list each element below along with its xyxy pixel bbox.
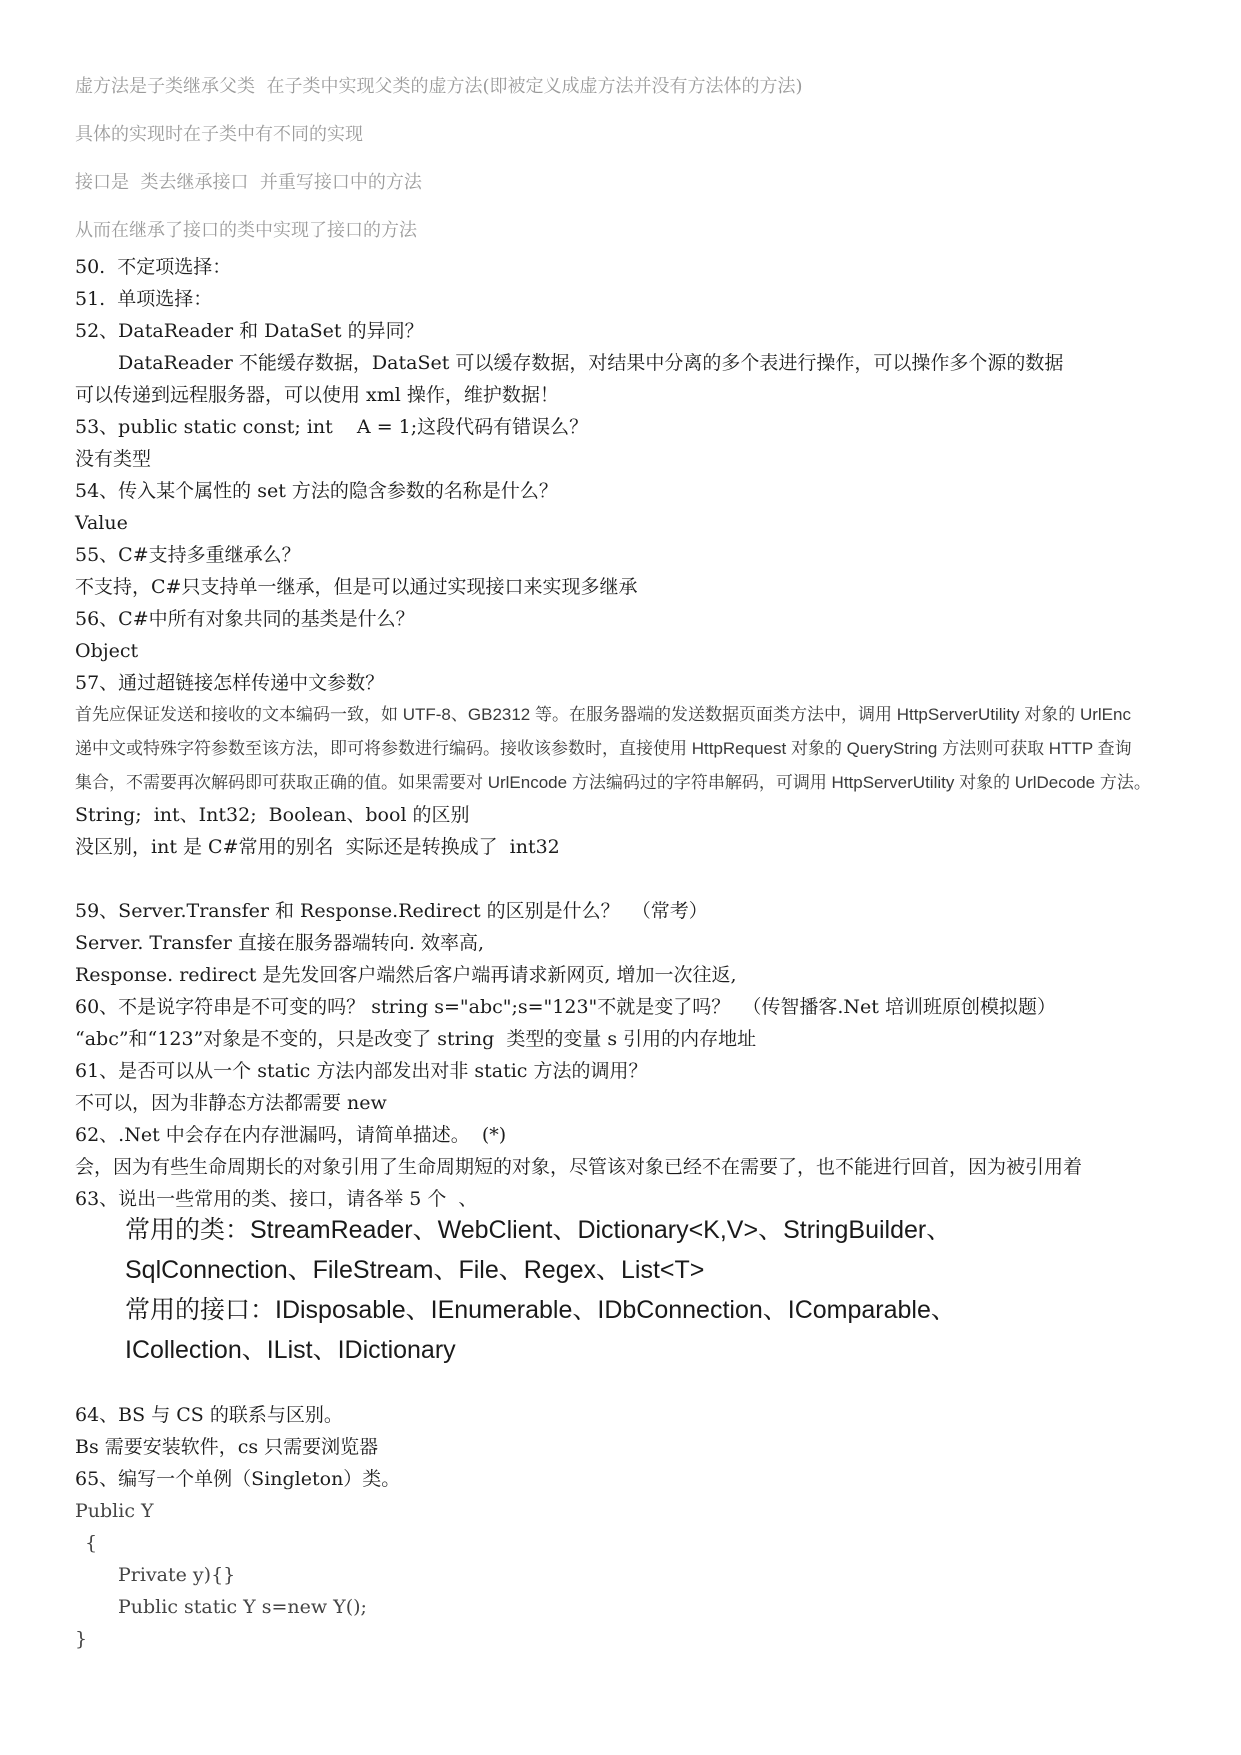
answer-text: 可以传递到远程服务器，可以使用 xml 操作，维护数据！ [75, 384, 559, 406]
question-heading: 60、不是说字符串是不可变的吗？ string s="abc";s="123"不就是变了吗？ （传智播客.Net 培训班原创模拟题） [75, 996, 1056, 1018]
text-line: 具体的实现时在子类中有不同的实现 [75, 124, 363, 145]
question-heading: 59、Server.Transfer 和 Response.Redirect 的区别是什么？ （常考） [75, 900, 708, 922]
answer-text: 没有类型 [75, 448, 152, 470]
answer-text: DataReader 不能缓存数据，DataSet 可以缓存数据，对结果中分离的多个表进行操作，可以操作多个源的数据 [118, 352, 1064, 374]
question-heading: 63、说出一些常用的类、接口，请各举 5 个 、 [75, 1188, 478, 1210]
text-line: 50. 不定项选择： [75, 256, 232, 278]
question-heading: 55、C#支持多重继承么？ [75, 544, 301, 566]
answer-text: Server. Transfer 直接在服务器端转向. 效率高, [75, 932, 484, 954]
answer-text: 没区别，int 是 C#常用的别名 实际还是转换成了 int32 [75, 836, 560, 858]
interfaces-line: ICollection、IList、IDictionary [125, 1336, 456, 1364]
classes-line: 常用的类：StreamReader、WebClient、Dictionary<K,V>、StringBuilder、 [125, 1216, 952, 1244]
code-line: } [75, 1628, 88, 1650]
answer-text: “abc”和“123”对象是不变的，只是改变了 string 类型的变量 s 引用的内存地址 [75, 1028, 757, 1050]
question-heading: 61、是否可以从一个 static 方法内部发出对非 static 方法的调用？ [75, 1060, 648, 1082]
answer-text: 递中文或特殊字符参数至该方法，即可将参数进行编码。接收该参数时，直接使用 HttpRequest 对象的 QueryString 方法则可获取 HTTP 查询 [75, 739, 1132, 758]
question-heading: 62、.Net 中会存在内存泄漏吗，请简单描述。 (*) [75, 1124, 507, 1146]
question-heading: 52、DataReader 和 DataSet 的异同？ [75, 320, 424, 342]
question-heading: 56、C#中所有对象共同的基类是什么？ [75, 608, 415, 630]
interfaces-line: 常用的接口：IDisposable、IEnumerable、IDbConnection、IComparable、 [125, 1296, 956, 1324]
question-heading: 64、BS 与 CS 的联系与区别。 [75, 1404, 343, 1426]
text-line: 接口是 类去继承接口 并重写接口中的方法 [75, 172, 422, 193]
answer-text: 不可以，因为非静态方法都需要 new [75, 1092, 387, 1114]
answer-text: 集合，不需要再次解码即可获取正确的值。如果需要对 UrlEncode 方法编码过的字符串解码，可调用 HttpServerUtility 对象的 UrlDecode 方法。 [75, 773, 1151, 792]
answer-text: 会，因为有些生命周期长的对象引用了生命周期短的对象，尽管该对象已经不在需要了，也不能进行回首，因为被引用着 [75, 1156, 1083, 1178]
classes-line: SqlConnection、FileStream、File、Regex、List<T> [125, 1256, 705, 1284]
code-line: Public Y [75, 1500, 154, 1522]
answer-text: Response. redirect 是先发回客户端然后客户端再请求新网页, 增加一次往返, [75, 964, 737, 986]
question-heading: String; int、Int32; Boolean、bool 的区别 [75, 804, 470, 826]
answer-text: Bs 需要安装软件，cs 只需要浏览器 [75, 1436, 379, 1458]
code-line: { [85, 1532, 98, 1554]
question-heading: 65、编写一个单例（Singleton）类。 [75, 1468, 401, 1490]
question-heading: 53、public static const; int A = 1;这段代码有错误么？ [75, 416, 589, 438]
text-line: 51. 单项选择： [75, 288, 213, 310]
answer-text: Object [75, 640, 139, 662]
question-heading: 57、通过超链接怎样传递中文参数？ [75, 672, 385, 694]
answer-text: 首先应保证发送和接收的文本编码一致，如 UTF-8、GB2312 等。在服务器端的发送数据页面类方法中，调用 HttpServerUtility 对象的 UrlEnc [75, 705, 1131, 724]
text-line: 虚方法是子类继承父类 在子类中实现父类的虚方法(即被定义成虚方法并没有方法体的方法) [75, 76, 803, 97]
code-line: Public static Y s=new Y(); [118, 1596, 367, 1618]
answer-text: Value [75, 512, 128, 534]
answer-text: 不支持，C#只支持单一继承，但是可以通过实现接口来实现多继承 [75, 576, 638, 598]
question-heading: 54、传入某个属性的 set 方法的隐含参数的名称是什么？ [75, 480, 558, 502]
code-line: Private y){} [118, 1564, 236, 1586]
text-line: 从而在继承了接口的类中实现了接口的方法 [75, 220, 417, 241]
